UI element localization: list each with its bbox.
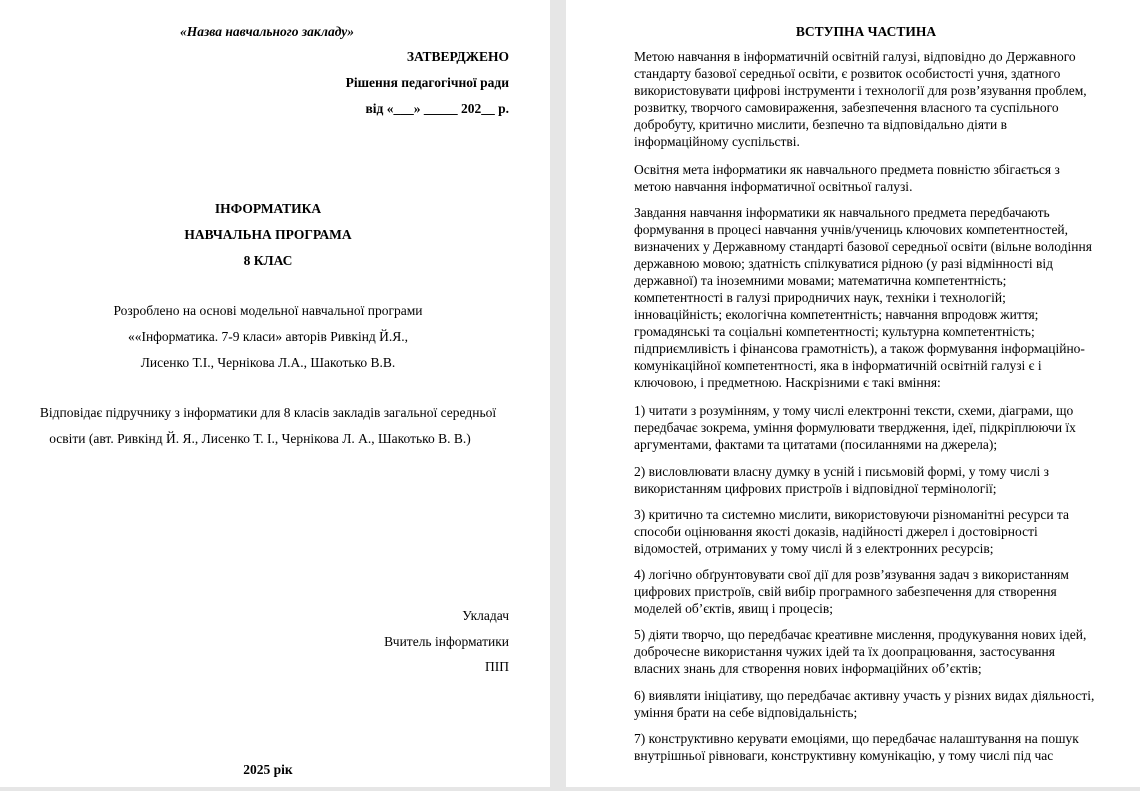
approval-date: від «___» _____ 202__ р. bbox=[365, 101, 509, 116]
year-label: 2025 рік bbox=[243, 762, 293, 777]
basis-line-2: ««Інформатика. 7-9 класи» авторів Ривкінд Й.Я., bbox=[127, 329, 409, 344]
program-title: НАВЧАЛЬНА ПРОГРАМА bbox=[184, 227, 352, 242]
grade-title: 8 КЛАС bbox=[243, 253, 293, 268]
teacher-label: Вчитель інформатики bbox=[384, 634, 509, 649]
approved-label: ЗАТВЕРДЖЕНО bbox=[406, 49, 509, 64]
list-item: 5) діяти творчо, що передбачає креативне мислення, продукування нових ідей, доброчесне використання чужих ідей та їх доопрацювання, застосування власних знань для створення нових інформаційних об’єктів; bbox=[634, 627, 1087, 676]
right-page bbox=[566, 0, 1140, 787]
list-item: 3) критично та системно мислити, використовуючи різноманітні ресурси та способи оцінювання якості доказів, надійності джерел і достовірності відомостей, отриманих у тому числі й з електронних ресурсів; bbox=[634, 507, 1069, 556]
list-item: 2) висловлювати власну думку в усній і письмовій формі, у тому числі з використанням цифрових пристроїв і відповідної термінології; bbox=[634, 464, 1049, 496]
basis-line-3: Лисенко Т.І., Чернікова Л.А., Шакотько В.В. bbox=[140, 355, 396, 370]
basis-line-1: Розроблено на основі модельної навчальної програми bbox=[113, 303, 423, 318]
left-page bbox=[0, 0, 550, 787]
textbook-line-1: Відповідає підручнику з інформатики для 8 класів закладів загальної середньої bbox=[39, 405, 497, 420]
intro-heading: ВСТУПНА ЧАСТИНА bbox=[795, 24, 937, 39]
decision-label: Рішення педагогічної ради bbox=[345, 75, 509, 90]
list-item: 1) читати з розумінням, у тому числі електронні тексти, схеми, діаграми, що передбачає зокрема, уміння формулювати твердження, ідеї, підкріплюючи їх аргументами, фактами та цитатами (посиланнями на джерела); bbox=[634, 403, 1076, 452]
list-item: 7) конструктивно керувати емоціями, що передбачає налаштування на пошук внутрішньої рівноваги, конструктивну комунікацію, у тому числі під час bbox=[634, 731, 1079, 763]
name-placeholder: ПІП bbox=[485, 659, 509, 674]
paragraph-goal: Освітня мета інформатики як навчального предмета повністю збігається з метою навчання інформатичної освітньої галузі. bbox=[634, 162, 1060, 194]
paragraph-tasks: Завдання навчання інформатики як навчального предмета передбачають формування в процесі навчання учнів/учениць ключових компетентностей, визначених у Державному стандарті базової середньої освіти (вільне володіння державною мовою; здатність спілкуватися рідною (у разі відмінності від державної) та іноземними мовами; математична компетентність; компетентності в галузі природничих наук, техніки і технологій; інноваційність; екологічна компетентність; навчання впродовж життя; громадянські та соціальні компетентності; культурна компетентність; підприємливість і фінансова грамотність), а також формування інформаційно- комунікаційної компетентності, яка в інформатичній освітній галузі є і ключовою, і предметною. Наскрізними є такі вміння: bbox=[634, 205, 1092, 390]
list-item: 6) виявляти ініціативу, що передбачає активну участь у різних видах діяльності, уміння брати на себе відповідальність; bbox=[634, 688, 1095, 720]
paragraph-purpose: Метою навчання в інформатичній освітній галузі, відповідно до Державного стандарту базової середньої освіти, є розвиток особистості учня, здатного використовувати цифрові інструменти і технології для розв’язування проблем, розвитку, творчого самовираження, забезпечення власного та суспільного добробуту, критично мислити, безпечно та відповідально діяти в інформаційному суспільстві. bbox=[634, 49, 1087, 149]
subject-title: ІНФОРМАТИКА bbox=[214, 201, 322, 216]
institution-name: «Назва навчального закладу» bbox=[180, 24, 354, 39]
compiler-label: Укладач bbox=[462, 608, 509, 623]
textbook-line-2: освіти (авт. Ривкінд Й. Я., Лисенко Т. І., Чернікова Л. А., Шакотько В. В.) bbox=[49, 431, 471, 446]
list-item: 4) логічно обґрунтовувати свої дії для розв’язування задач з використанням цифрових пристроїв, свій вибір програмного забезпечення для створення моделей об’єктів, явищ і процесів; bbox=[634, 567, 1069, 616]
